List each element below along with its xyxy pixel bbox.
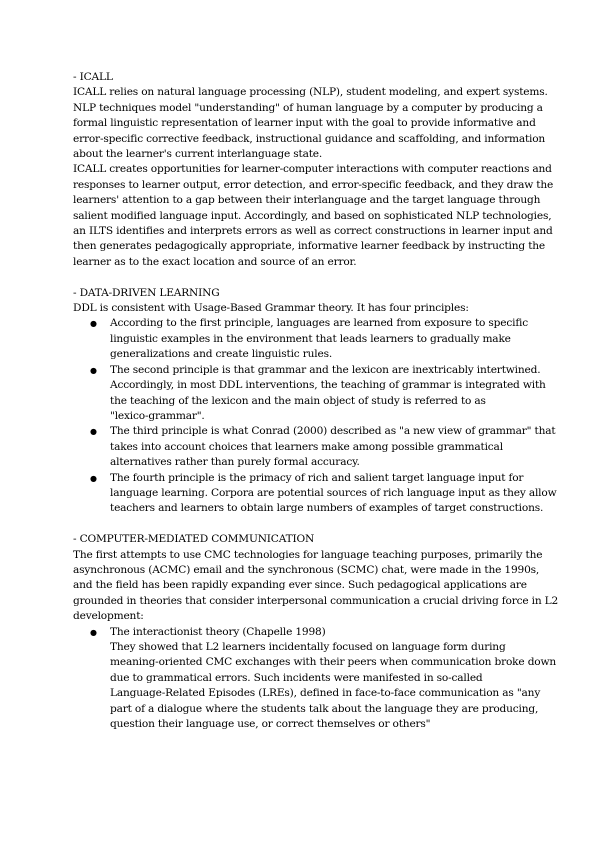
text-line: due to grammatical errors. Such incidents were manifested in so-called [110,671,483,684]
bullet-icon: ● [90,319,97,329]
cmc-theories-list [73,625,557,733]
text-line: meaning-oriented CMC exchanges with their peers when communication broke down [110,656,557,669]
text-line: The first attempts to use CMC technologies for language teaching purposes, primarily the [73,548,543,561]
text-line: The second principle is that grammar and the lexicon are inextricably intertwined. [110,363,541,376]
text-line: language learning. Corpora are potential sources of rich language input as they allow [110,486,557,499]
text-line: part of a dialogue where the students talk about the language they are producing, [110,702,539,715]
bullet-icon: ● [90,427,97,437]
text-line: According to the first principle, languages are learned from exposure to specific [110,317,529,330]
section-spacer [73,270,525,285]
list-item [73,316,529,362]
list-item [73,625,557,733]
text-line: Language-Related Episodes (LREs), defined in face-to-face communication as "any [110,687,541,700]
section-icall [73,70,554,270]
section-cmc [73,532,559,732]
list-item [73,424,556,470]
bullet-icon: ● [90,473,97,483]
text-line: generalizations and create linguistic rules. [110,348,333,361]
text-line: error-specific corrective feedback, instructional guidance and scaffolding, and information [73,132,546,145]
text-line: linguistic examples in the environment that leads learners to gradually make [110,332,511,345]
text-line: learner as to the exact location and source of an error. [73,255,357,268]
text-line: formal linguistic representation of learner input with the goal to provide informative and [73,117,536,130]
text-line: an ILTS identifies and interprets errors as well as correct constructions in learner input and [73,225,553,238]
text-line: the teaching of the lexicon and the main object of study is referred to as [110,394,486,407]
section-heading-cmc: - COMPUTER-MEDIATED COMMUNICATION [73,533,315,546]
text-line: The third principle is what Conrad (2000) described as "a new view of grammar" that [110,425,556,438]
text-line: ICALL creates opportunities for learner-computer interactions with computer reactions and [73,163,552,176]
text-line: NLP techniques model "understanding" of human language by a computer by producing a [73,101,543,114]
text-line: then generates pedagogically appropriate, informative learner feedback by instructing the [73,240,546,253]
text-line: Accordingly, in most DDL interventions, the teaching of grammar is integrated with [110,379,546,392]
icall-paragraph [73,85,554,270]
list-item [73,471,557,517]
document-body [73,70,559,732]
section-heading-icall: - ICALL [73,71,113,83]
ddl-principles-list [73,316,557,516]
text-line: teachers and learners to obtain large numbers of examples of target constructions. [110,502,544,515]
bullet-icon: ● [90,365,97,375]
ddl-intro: DDL is consistent with Usage-Based Grammar theory. It has four principles: [73,302,469,315]
text-line: about the learner's current interlanguage state. [73,148,323,161]
section-heading-ddl: - DATA-DRIVEN LEARNING [73,286,220,299]
text-line: The interactionist theory (Chapelle 1998) [110,625,326,638]
text-line: alternatives rather than purely formal accuracy. [110,456,360,469]
text-line: salient modified language input. Accordingly, and based on sophisticated NLP technologies, [73,209,552,222]
list-item [73,363,546,425]
section-ddl [73,286,557,517]
text-line: learners' attention to a gap between their interlanguage and the target language through [73,194,541,207]
text-line: "lexico-grammar". [110,409,205,422]
text-line: ICALL relies on natural language processing (NLP), student modeling, and expert systems. [73,86,548,99]
bullet-icon: ● [90,627,97,637]
text-line: development: [73,610,144,623]
text-line: grounded in theories that consider interpersonal communication a crucial driving force in L2 [73,594,559,607]
text-line: responses to learner output, error detection, and error-specific feedback, and they draw the [73,178,554,191]
text-line: The fourth principle is the primacy of rich and salient target language input for [110,471,524,484]
text-line: question their language use, or correct themselves or others" [110,718,431,731]
text-line: takes into account choices that learners make among possible grammatical [110,440,503,453]
text-line: asynchronous (ACMC) email and the synchronous (SCMC) chat, were made in the 1990s, [73,563,540,576]
text-line: They showed that L2 learners incidentally focused on language form during [110,641,506,653]
text-line: and the field has been rapidly expanding ever since. Such pedagogical applications are [73,579,527,592]
section-spacer [73,517,525,532]
cmc-paragraph [73,548,559,625]
